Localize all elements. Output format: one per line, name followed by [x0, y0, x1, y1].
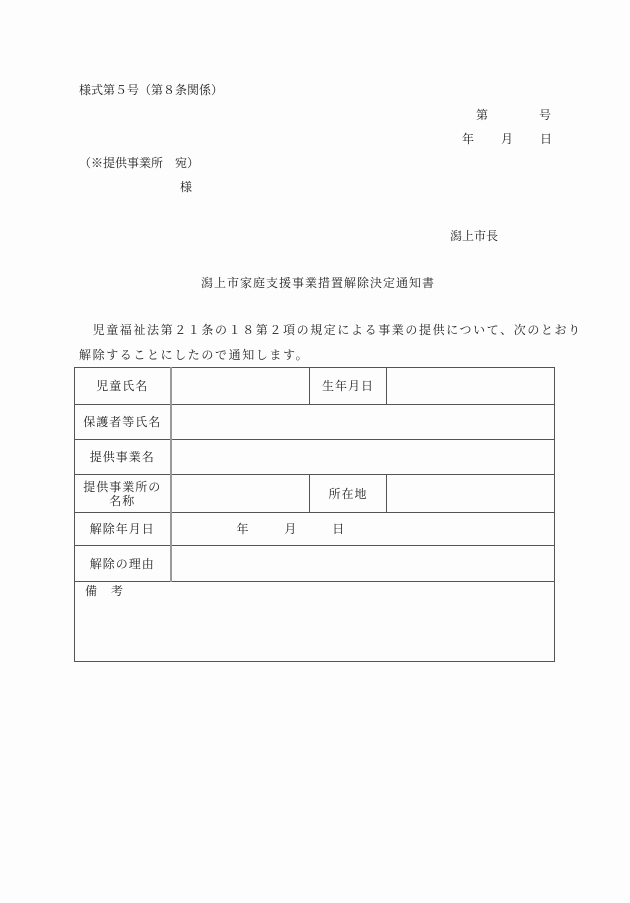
release-date-month: 月	[284, 522, 298, 536]
provider-name-label-line1: 提供事業所の	[83, 479, 162, 494]
release-date-year: 年	[236, 522, 250, 536]
addressee-honorific: 様	[180, 180, 193, 194]
table-row	[75, 440, 555, 475]
location-label: 所在地	[310, 475, 387, 513]
provider-name-label-line2: 名称	[109, 493, 136, 508]
guardian-name-field[interactable]	[171, 405, 555, 440]
document-number-prefix: 第	[476, 108, 489, 122]
table-row	[75, 405, 555, 440]
service-name-field[interactable]	[171, 440, 555, 475]
issue-date-month: 月	[501, 132, 514, 146]
form-number: 様式第５号（第８条関係）	[79, 83, 224, 97]
birthdate-label: 生年月日	[310, 368, 387, 405]
location-field[interactable]	[387, 475, 555, 513]
service-name-label: 提供事業名	[75, 440, 171, 475]
table-row	[75, 513, 555, 546]
table-row	[75, 546, 555, 582]
guardian-name-label: 保護者等氏名	[75, 405, 171, 440]
child-name-field[interactable]	[171, 368, 310, 405]
child-name-label: 児童氏名	[75, 368, 171, 405]
issue-date-year: 年	[462, 132, 475, 146]
release-reason-field[interactable]	[171, 546, 555, 582]
body-text-line2: 解除することにしたので通知します。	[79, 348, 310, 362]
release-date-field[interactable]	[171, 513, 555, 546]
release-date-label: 解除年月日	[75, 513, 171, 546]
remarks-label: 備 考	[85, 584, 125, 598]
table-row	[75, 368, 555, 405]
birthdate-field[interactable]	[387, 368, 555, 405]
addressee-note: （※提供事業所 宛）	[79, 156, 200, 170]
release-date-day: 日	[332, 522, 346, 536]
notice-form-table	[74, 367, 555, 662]
provider-name-label	[75, 475, 171, 513]
issue-date-day: 日	[540, 132, 553, 146]
remarks-field[interactable]	[75, 582, 555, 662]
provider-name-field[interactable]	[171, 475, 310, 513]
document-number-suffix: 号	[539, 108, 552, 122]
table-row	[75, 475, 555, 513]
issuer-name: 潟上市長	[450, 229, 499, 243]
table-row	[75, 582, 555, 662]
body-text-line1: 児童福祉法第２１条の１８第２項の規定による事業の提供について、次のとおり	[79, 323, 582, 337]
document-title: 潟上市家庭支援事業措置解除決定通知書	[201, 276, 436, 290]
release-reason-label: 解除の理由	[75, 546, 171, 582]
